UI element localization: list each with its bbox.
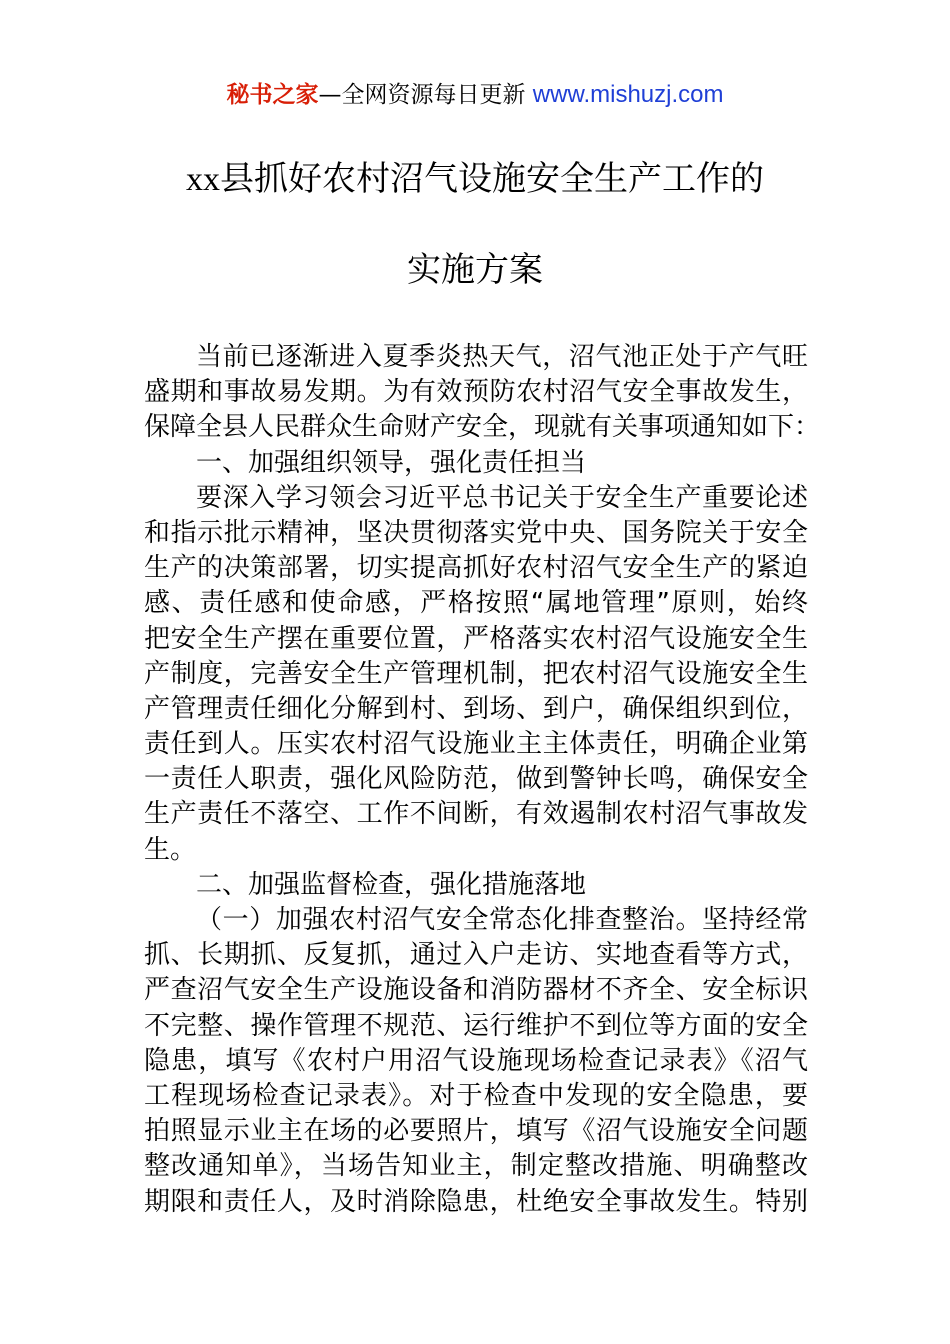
paragraph-line: 严查沼气安全生产设施设备和消防器材不齐全、安全标识 <box>144 975 808 1006</box>
title-prefix: xx <box>186 161 220 198</box>
paragraph-line: 不完整、操作管理不规范、运行维护不到位等方面的安全 <box>144 1010 808 1041</box>
paragraph-line: 感、责任感和使命感，严格按照“属地管理”原则，始终 <box>144 588 808 619</box>
document-title-line-2: 实施方案 <box>407 250 543 290</box>
paragraph-line: 生产的决策部署，切实提高抓好农村沼气安全生产的紧迫 <box>144 553 808 584</box>
paragraph-line: 产制度，完善安全生产管理机制，把农村沼气设施安全生 <box>144 658 808 689</box>
paragraph-line: 一责任人职责，强化风险防范，做到警钟长鸣，确保安全 <box>144 764 808 795</box>
paragraph-line: 期限和责任人，及时消除隐患，杜绝安全事故发生。特别 <box>144 1186 808 1217</box>
site-url[interactable]: www.mishuzj.com <box>532 81 724 108</box>
paragraph-line: 当前已逐渐进入夏季炎热天气，沼气池正处于产气旺 <box>196 342 808 372</box>
paragraph-line: 生。 <box>144 834 197 865</box>
paragraph-line: 生产责任不落空、工作不间断，有效遏制农村沼气事故发 <box>144 799 808 830</box>
paragraph-line: 把安全生产摆在重要位置，严格落实农村沼气设施安全生 <box>144 623 808 654</box>
paragraph-line: 拍照显示业主在场的必要照片，填写《沼气设施安全问题 <box>144 1116 808 1147</box>
paragraph-line: 保障全县人民群众生命财产安全，现就有关事项通知如下： <box>144 412 821 443</box>
site-brand: 秘书之家 <box>226 82 319 108</box>
paragraph-line: 和指示批示精神，坚决贯彻落实党中央、国务院关于安全 <box>144 517 808 548</box>
paragraph-line: （一）加强农村沼气安全常态化排查整治。坚持经常 <box>196 905 808 935</box>
paragraph-line: 要深入学习领会习近平总书记关于安全生产重要论述 <box>196 482 808 513</box>
site-header <box>0 78 950 112</box>
paragraph-line: 责任到人。压实农村沼气设施业主主体责任，明确企业第 <box>144 729 808 760</box>
document-title-line-1 <box>0 154 950 205</box>
paragraph-line: 工程现场检查记录表》。对于检查中发现的安全隐患，要 <box>144 1080 808 1111</box>
title-line-1-text: 县抓好农村沼气设施安全生产工作的 <box>220 159 764 199</box>
paragraph-line: 产管理责任细化分解到村、到场、到户，确保组织到位， <box>144 693 808 724</box>
section-heading: 一、加强组织领导，强化责任担当 <box>196 447 587 478</box>
paragraph-line: 整改通知单》，当场告知业主，制定整改措施、明确整改 <box>144 1151 808 1182</box>
site-tagline: —全网资源每日更新 <box>318 82 533 108</box>
paragraph-line: 盛期和事故易发期。为有效预防农村沼气安全事故发生， <box>144 377 808 408</box>
document-body <box>144 340 821 1220</box>
paragraph-line: 抓、长期抓、反复抓，通过入户走访、实地查看等方式， <box>144 940 808 971</box>
section-heading: 二、加强监督检查，强化措施落地 <box>196 869 587 900</box>
paragraph-line: 隐患，填写《农村户用沼气设施现场检查记录表》《沼气 <box>144 1045 808 1076</box>
